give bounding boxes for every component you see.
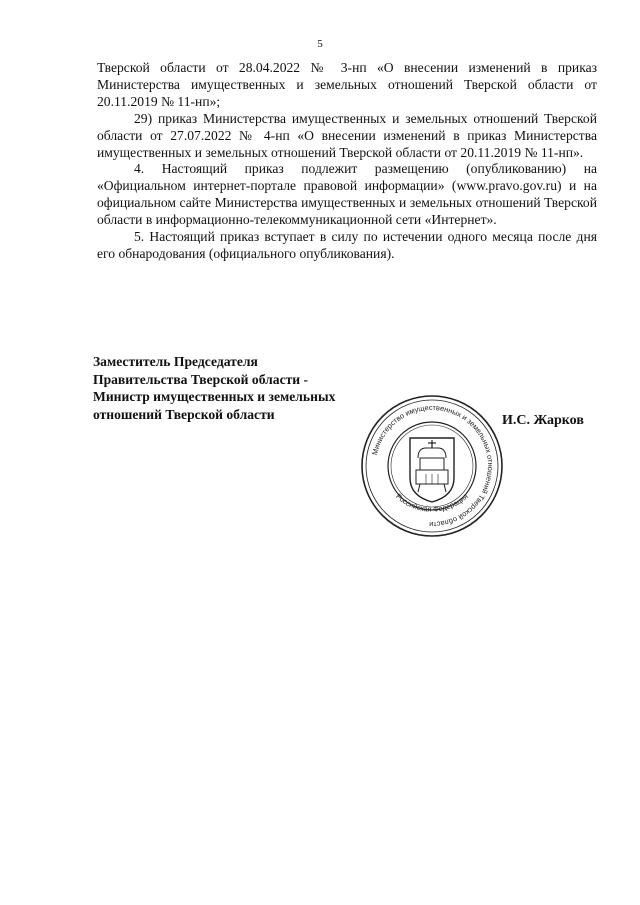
paragraph-item-29: 29) приказ Министерства имущественных и земельных отношений Тверской области от 27.07.2022 № 4-нп «О внесении изменений в приказ Министерства имущественных и земельных отношений Тверской области от 20.11.2019 № 11-нп». [97, 110, 597, 160]
signatory-position-line: Заместитель Председателя [93, 354, 258, 369]
official-seal [358, 392, 506, 540]
paragraph-continuation: Тверской области от 28.04.2022 № 3-нп «О внесении изменений в приказ Министерства имущественных и земельных отношений Тверской области от 20.11.2019 № 11-нп»; [97, 60, 597, 109]
page-number: 5 [317, 38, 323, 50]
paragraph-item-5: 5. Настоящий приказ вступает в силу по истечении одного месяца после дня его обнародования (официального опубликования). [97, 229, 597, 261]
signatory-position-line: Министр имущественных и земельных [93, 389, 336, 405]
coat-of-arms-icon [410, 438, 454, 502]
document-body [97, 60, 597, 263]
signatory-name: И.С. Жарков [502, 413, 584, 428]
signatory-position [93, 353, 383, 423]
signatory-position-line: Правительства Тверской области - [93, 371, 309, 387]
seal-bottom-text: Российская Федерация [394, 491, 470, 514]
signatory-position-line: отношений Тверской области [93, 406, 275, 422]
seal-outer-text: Министерство имущественных и земельных отношений Тверской области [370, 402, 496, 530]
paragraph-item-4: 4. Настоящий приказ подлежит размещению (опубликованию) на «Официальном интернет-портале правовой информации» (www.pravo.gov.ru) и на официальном сайте Министерства имущественных и земельных отношений Тверской области в информационно-телекоммуникационной сети «Интернет». [97, 161, 597, 228]
